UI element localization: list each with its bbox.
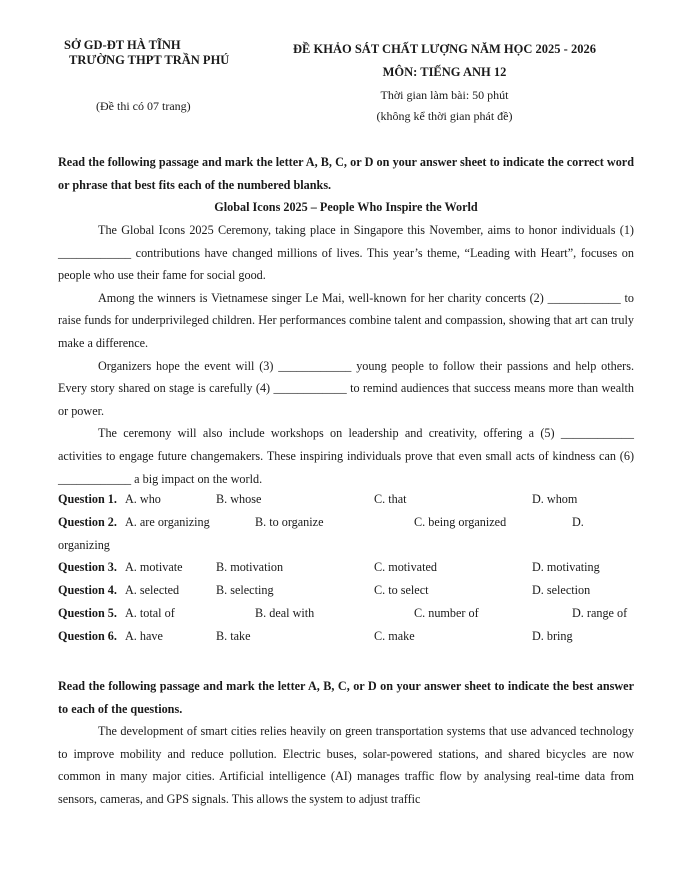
pages-note: (Đề thi có 07 trang) — [96, 99, 191, 113]
option-a: A. who — [125, 492, 161, 506]
option-a: A. motivate — [125, 560, 183, 574]
passage2-paragraph: The development of smart cities relies heavily on green transportation systems that use advanced technology to improve mobility and reduce pollution. Electric buses, solar-powered stations, and shared bicycles are now common in many major cities. Artificial intelligence (AI) manages traffic flow by analysing real-time data from sensors, cameras, and GPS signals. This allows the system to adjust traffic — [58, 724, 634, 806]
section1-instruction: Read the following passage and mark the letter A, B, C, or D on your answer sheet to indicate the correct word or phrase that best fits each of the numbered blanks. — [58, 155, 634, 192]
passage1 — [58, 219, 634, 490]
passage1-paragraph: The ceremony will also include workshops on leadership and creativity, offering a (5) ____________ activities to engage future changemakers. These inspiring individuals prove that even small acts of kindness can (6) ____________ a big impact on the world. — [58, 426, 634, 486]
option-d: D. range of — [572, 606, 628, 620]
question-label: Question 5. — [58, 606, 117, 620]
option-c: C. make — [374, 629, 415, 643]
header-right — [262, 38, 627, 128]
option-c: C. that — [374, 492, 407, 506]
option-b: B. to organize — [255, 515, 324, 529]
question-label: Question 2. — [58, 515, 117, 529]
school-name: TRƯỜNG THPT TRẦN PHÚ — [69, 53, 230, 67]
option-d: D. whom — [532, 492, 578, 506]
question-label: Question 3. — [58, 560, 117, 574]
option-d: D. motivating — [532, 560, 600, 574]
option-b: B. selecting — [216, 583, 274, 597]
subject: MÔN: TIẾNG ANH 12 — [382, 65, 507, 79]
option-c: C. being organized — [414, 515, 507, 529]
passage1-title: Global Icons 2025 – People Who Inspire the World — [214, 200, 478, 214]
exam-title: ĐỀ KHẢO SÁT CHẤT LƯỢNG NĂM HỌC 2025 - 2026 — [293, 42, 596, 56]
question-row — [58, 560, 638, 582]
question-row-continuation — [58, 538, 638, 560]
time-limit: Thời gian làm bài: 50 phút — [380, 88, 509, 102]
option-d: D. bring — [532, 629, 573, 643]
question-label: Question 6. — [58, 629, 117, 643]
question-row — [58, 583, 638, 605]
question-row — [58, 629, 638, 651]
passage1-paragraph: Among the winners is Vietnamese singer Le Mai, well-known for her charity concerts (2) ____________ to raise funds for underprivileged children. Her performances combine talent and compassion, showing that art can truly make a difference. — [58, 290, 634, 350]
option-c: C. to select — [374, 583, 429, 597]
option-b: B. motivation — [216, 560, 284, 574]
option-c: C. motivated — [374, 560, 437, 574]
time-note: (không kể thời gian phát đề) — [376, 109, 513, 123]
option-a: A. are organizing — [125, 515, 210, 529]
passage2 — [58, 720, 634, 810]
option-c: C. number of — [414, 606, 479, 620]
question-row — [58, 492, 638, 514]
option-a: A. selected — [125, 583, 180, 597]
passage1-paragraph: The Global Icons 2025 Ceremony, taking place in Singapore this November, aims to honor individuals (1) ____________ contributions have changed millions of lives. This year’s theme, “Leading with Heart”, focuses on people who use their fame for social good. — [58, 223, 634, 283]
question-row — [58, 606, 638, 628]
passage1-paragraph: Organizers hope the event will (3) ____________ young people to follow their passions and help others. Every story shared on stage is carefully (4) ____________ to remind audiences that success means more than wealth or power. — [58, 358, 634, 418]
header-left — [64, 38, 229, 68]
option-a: A. have — [125, 629, 163, 643]
option-d: D. selection — [532, 583, 591, 597]
option-b: B. deal with — [255, 606, 315, 620]
option-a: A. total of — [125, 606, 175, 620]
option-b: B. whose — [216, 492, 262, 506]
department-name: SỞ GD-ĐT HÀ TĨNH — [64, 38, 181, 52]
section2-instruction: Read the following passage and mark the letter A, B, C, or D on your answer sheet to indicate the best answer to each of the questions. — [58, 679, 634, 716]
option-d-continuation: organizing — [58, 538, 110, 552]
question-label: Question 4. — [58, 583, 117, 597]
question-label: Question 1. — [58, 492, 117, 506]
question-row — [58, 515, 638, 537]
option-b: B. take — [216, 629, 251, 643]
option-d: D. — [572, 515, 584, 529]
